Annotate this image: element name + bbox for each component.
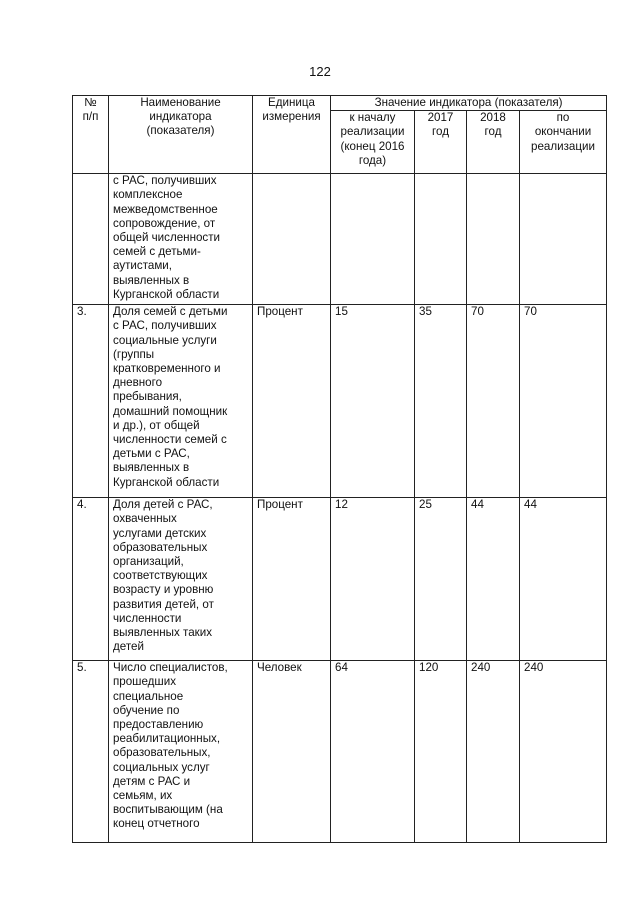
row-start-value [331,174,415,305]
header-2017: 2017 год [415,111,467,174]
row-name: Число специалистов, прошедших специальное обучение по предоставлению реабилитационных, образовательных, социальных услуг детям с РАС и семьям, их воспитывающим (на конец отчетного [109,661,253,843]
row-2017-value: 25 [415,498,467,661]
row-number: 3. [73,305,109,498]
header-unit: Единица измерения [253,96,331,174]
row-name: Доля детей с РАС, охваченных услугами детских образовательных организаций, соответствующих возрасту и уровню развития детей, от численности выявленных таких детей [109,498,253,661]
header-num: № п/п [73,96,109,174]
table-row [73,305,607,498]
indicators-table [72,95,607,843]
table-row [73,498,607,661]
header-name: Наименование индикатора (показателя) [109,96,253,174]
header-2018: 2018 год [467,111,520,174]
row-name: с РАС, получивших комплексное межведомственное сопровождение, от общей численности семей с детьми- аутистами, выявленных в Курганской области [109,174,253,305]
row-start-value: 15 [331,305,415,498]
row-2018-value: 240 [467,661,520,843]
header-end: по окончании реализации [520,111,607,174]
header-start: к началу реализации (конец 2016 года) [331,111,415,174]
table-row [73,174,607,305]
row-unit: Процент [253,305,331,498]
row-2017-value: 120 [415,661,467,843]
row-end-value [520,174,607,305]
row-unit: Процент [253,498,331,661]
row-start-value: 12 [331,498,415,661]
row-end-value: 240 [520,661,607,843]
header-row [73,96,607,111]
row-start-value: 64 [331,661,415,843]
row-2018-value: 44 [467,498,520,661]
row-end-value: 70 [520,305,607,498]
row-number [73,174,109,305]
header-value-group: Значение индикатора (показателя) [331,96,607,111]
table-row [73,661,607,843]
row-2018-value [467,174,520,305]
row-unit: Человек [253,661,331,843]
row-name: Доля семей с детьми с РАС, получивших социальные услуги (группы кратковременного и дневного пребывания, домашний помощник и др.), от общей численности семей с детьми с РАС, выявленных в Курганской области [109,305,253,498]
row-2017-value [415,174,467,305]
row-number: 5. [73,661,109,843]
row-2018-value: 70 [467,305,520,498]
row-unit [253,174,331,305]
page-number: 122 [309,64,331,79]
row-number: 4. [73,498,109,661]
row-2017-value: 35 [415,305,467,498]
row-end-value: 44 [520,498,607,661]
